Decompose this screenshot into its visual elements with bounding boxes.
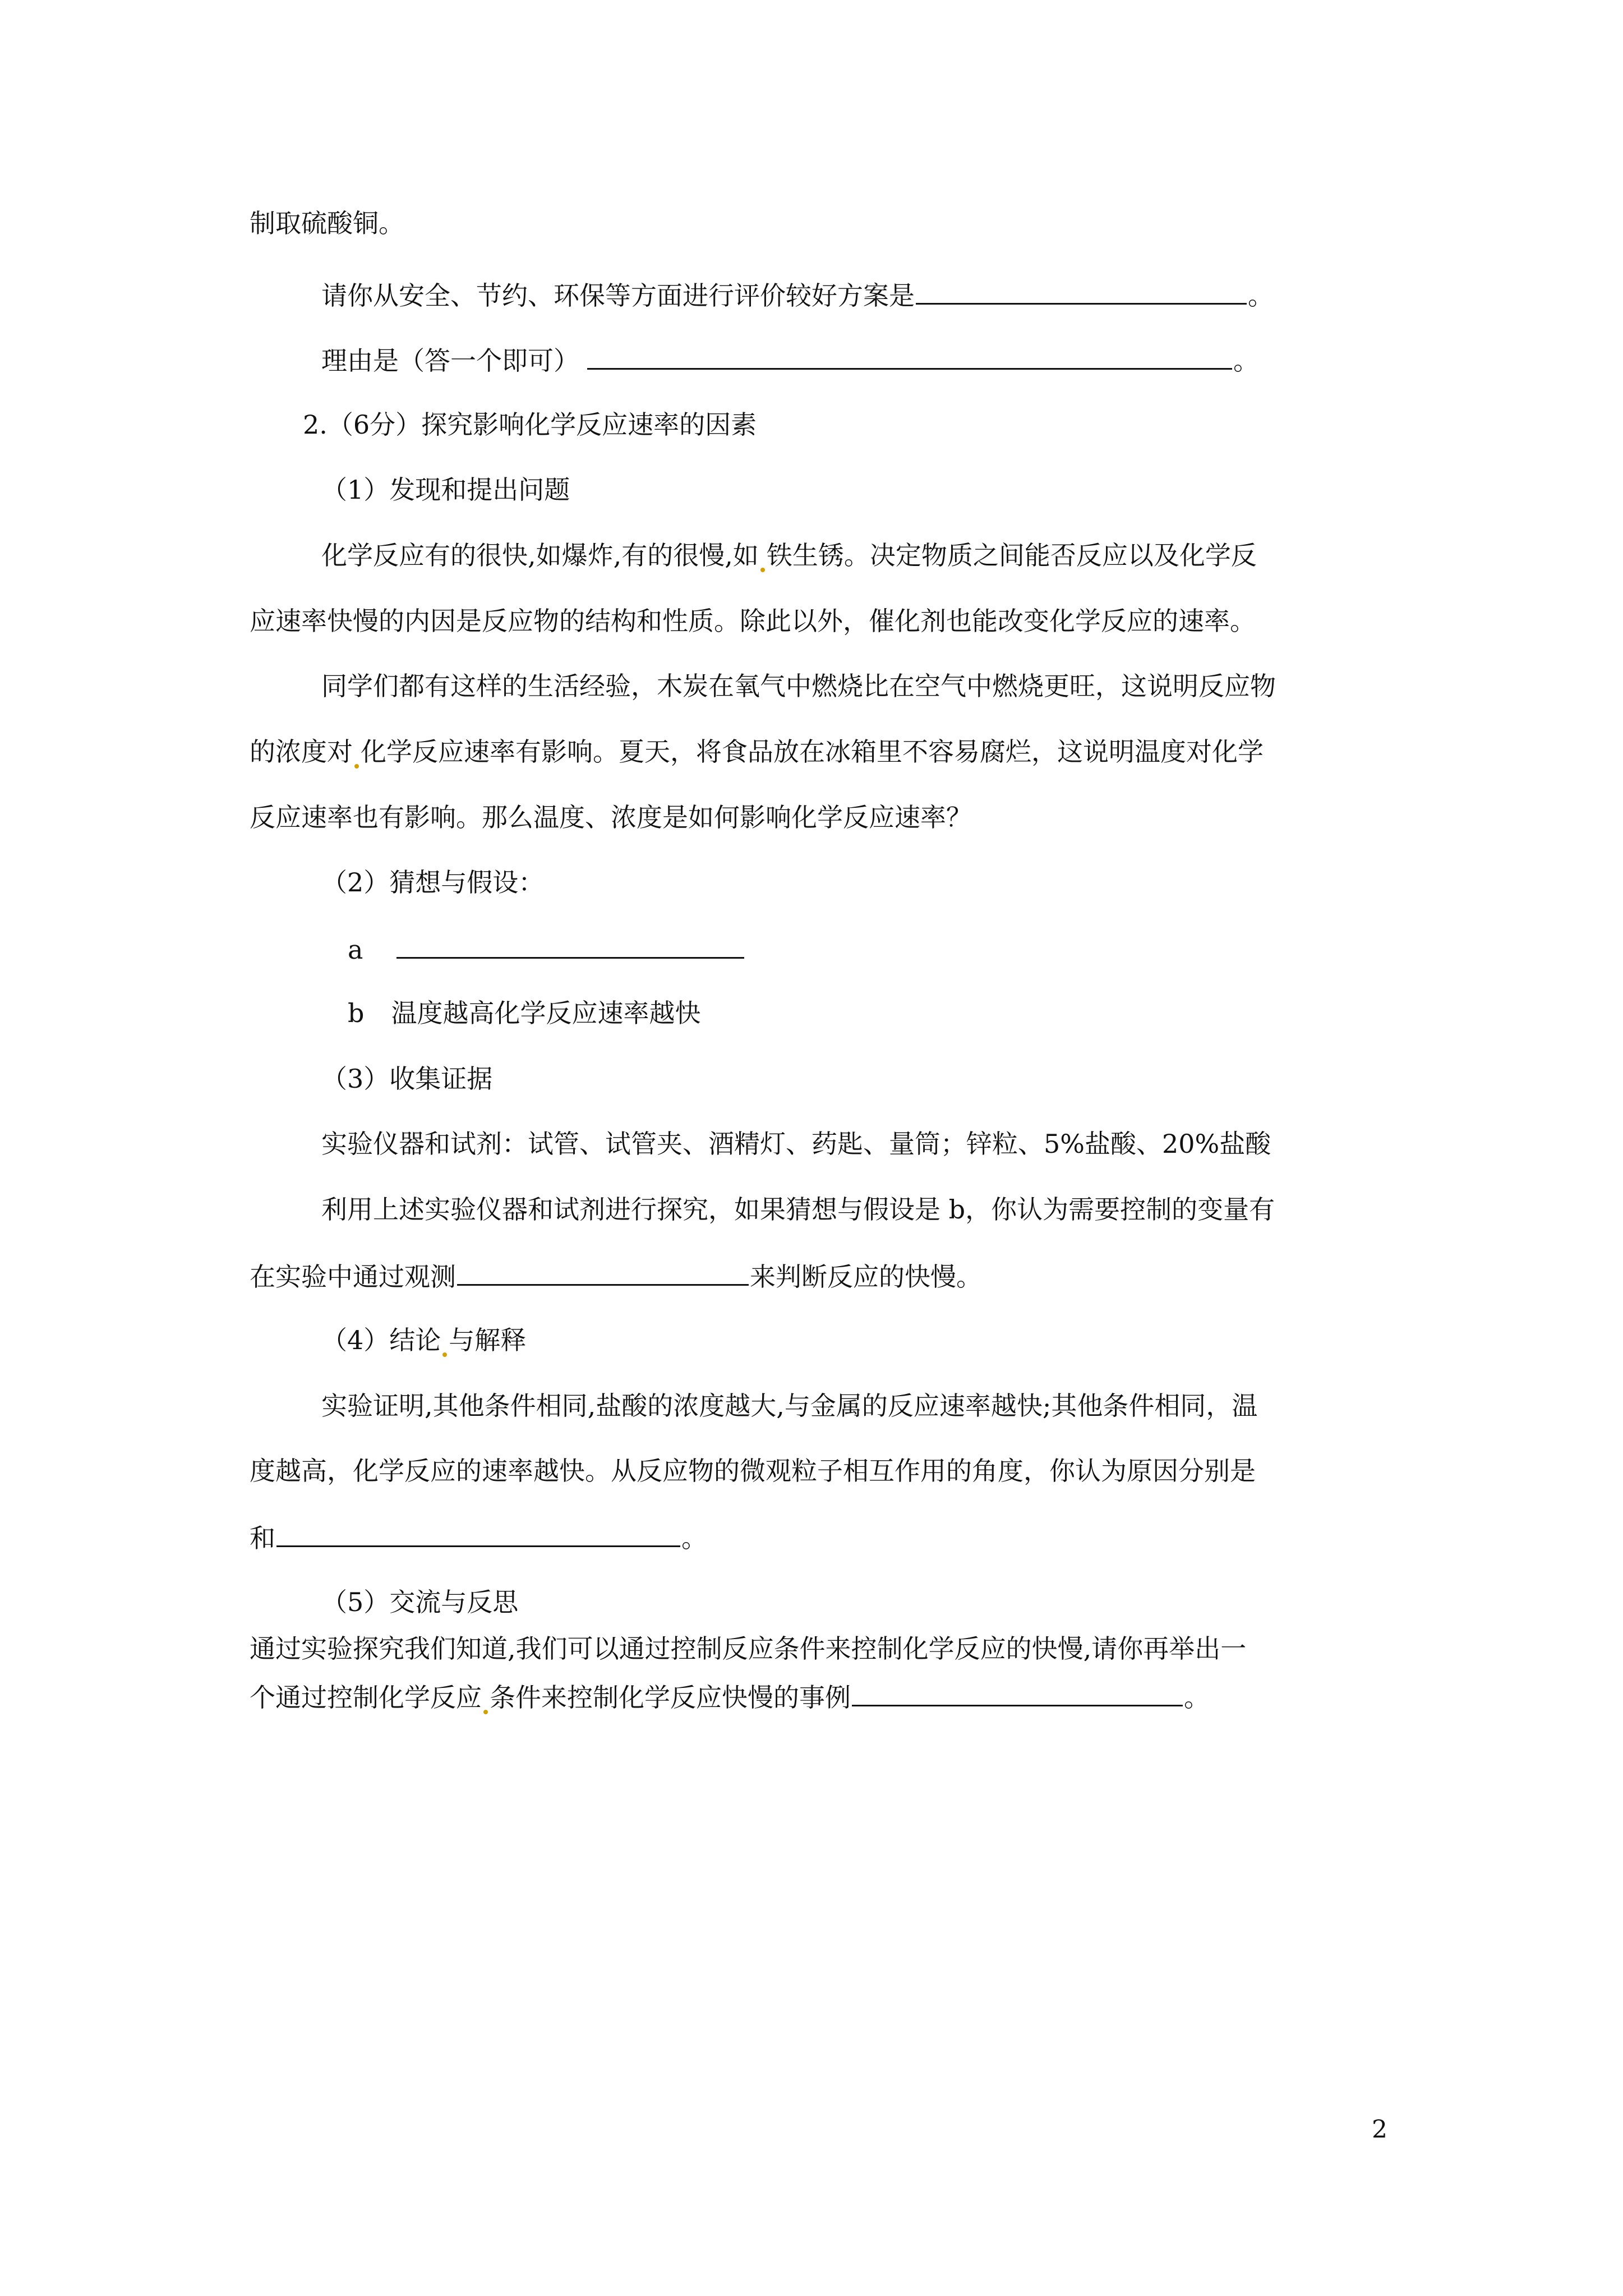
mark-dot (354, 764, 359, 769)
question-line-reasons (250, 1520, 707, 1555)
page-number: 2 (1372, 2115, 1387, 2144)
text-line (321, 539, 1257, 572)
text: 理由是（答一个即可） (321, 346, 579, 376)
text: 。 (1184, 1682, 1210, 1713)
text: 和 (250, 1523, 275, 1553)
section-heading (303, 408, 757, 441)
subsection-heading (321, 866, 544, 899)
text-line (250, 604, 1256, 638)
text: 。 (1248, 280, 1274, 311)
question-line-example (250, 1679, 1210, 1714)
text: （3）收集证据 (321, 1064, 493, 1094)
subsection-heading (321, 1323, 526, 1357)
answer-blank-observe[interactable] (457, 1258, 749, 1286)
text: 请你从安全、节约、环保等方面进行评价较好方案是 (321, 280, 915, 311)
text: 条件来控制化学反应快慢的事例 (490, 1682, 851, 1713)
hypothesis-a-line (348, 931, 745, 967)
question-line-best-plan (321, 277, 1274, 312)
text: 利用上述实验仪器和试剂进行探究，如果猜想与假设是 b，你认为需要控制的变量有 (321, 1194, 1275, 1225)
text-line (250, 206, 404, 240)
mark-dot (483, 1710, 488, 1714)
text-line (250, 800, 972, 834)
text: 同学们都有这样的生活经验，木炭在氧气中燃烧比在空气中燃烧更旺，这说明反应物 (321, 671, 1276, 701)
subsection-heading (321, 1585, 518, 1619)
text: 个通过控制化学反应 (250, 1682, 482, 1713)
text: 的浓度对 (250, 737, 353, 767)
question-line-observe (250, 1258, 982, 1294)
text-line (321, 1389, 1257, 1423)
text-line (321, 669, 1276, 703)
text: 在实验中通过观测 (250, 1262, 456, 1292)
text: 。 (1233, 346, 1259, 376)
answer-blank-example[interactable] (852, 1679, 1183, 1706)
text: 化学反应速率有影响。夏天，将食品放在冰箱里不容易腐烂，这说明温度对化学 (361, 737, 1264, 767)
text-line (250, 735, 1264, 769)
text: 应速率快慢的内因是反应物的结构和性质。除此以外，催化剂也能改变化学反应的速率。 (250, 606, 1256, 636)
text: （1）发现和提出问题 (321, 475, 570, 505)
text: 。 (681, 1523, 707, 1553)
text: 度越高，化学反应的速率越快。从反应物的微观粒子相互作用的角度，你认为原因分别是 (250, 1456, 1256, 1486)
text-line (321, 1193, 1275, 1226)
hypothesis-b-line (348, 996, 700, 1030)
mark-dot (442, 1352, 447, 1357)
text: 化学反应有的很快,如爆炸,有的很慢,如 (321, 540, 759, 570)
text: 反应速率也有影响。那么温度、浓度是如何影响化学反应速率？ (250, 802, 972, 832)
answer-blank-reasons[interactable] (276, 1520, 680, 1547)
question-line-reason (321, 342, 1259, 378)
text: （2）猜想与假设： (321, 867, 545, 898)
text: b (348, 998, 365, 1028)
text: 实验仪器和试剂：试管、试管夹、酒精灯、药匙、量筒；锌粒、5%盐酸、20%盐酸 (321, 1129, 1271, 1159)
answer-blank-best-plan[interactable] (916, 277, 1247, 305)
text-line (250, 1632, 1246, 1665)
text: （4）结论 (321, 1325, 441, 1355)
text: （5）交流与反思 (321, 1587, 519, 1617)
text: 铁生锈。决定物质之间能否反应以及化学反 (766, 540, 1257, 570)
text: 温度越高化学反应速率越快 (391, 998, 701, 1028)
text: 与解释 (449, 1325, 527, 1355)
text: 来判断反应的快慢。 (750, 1262, 982, 1292)
text-line (321, 1127, 1271, 1161)
text: 制取硫酸铜。 (250, 208, 404, 238)
subsection-heading (321, 1062, 492, 1096)
text: 实验证明,其他条件相同,盐酸的浓度越大,与金属的反应速率越快;其他条件相同，温 (321, 1391, 1258, 1421)
text: 2.（6分）探究影响化学反应速率的因素 (303, 409, 757, 440)
text-line (250, 1454, 1256, 1488)
text: 通过实验探究我们知道,我们可以通过控制反应条件来控制化学反应的快慢,请你再举出一 (250, 1634, 1247, 1664)
subsection-heading (321, 473, 570, 507)
mark-dot (760, 568, 765, 572)
answer-blank-hypothesis-a[interactable] (396, 931, 744, 959)
text: a (348, 935, 363, 965)
answer-blank-reason[interactable] (587, 342, 1232, 370)
